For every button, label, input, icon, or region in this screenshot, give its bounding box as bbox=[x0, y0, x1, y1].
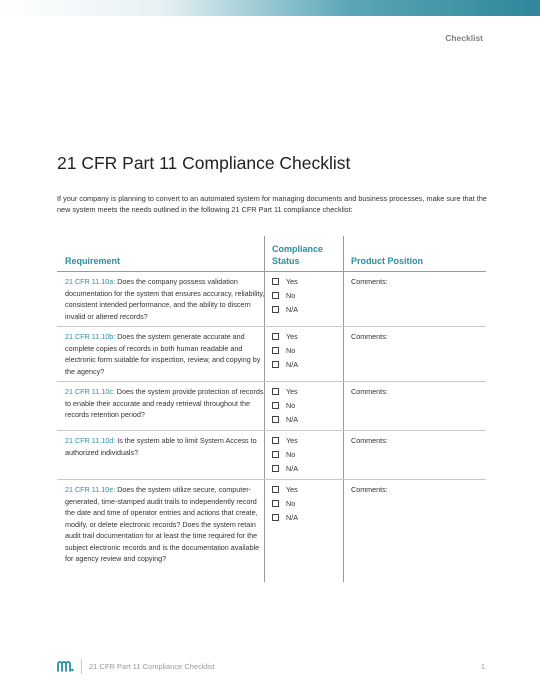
requirement-cell bbox=[65, 331, 265, 377]
requirement-ref: 21 CFR 11.10c: bbox=[65, 387, 115, 396]
column-header-compliance-status: Compliance Status bbox=[272, 244, 324, 266]
option-yes[interactable]: Yes bbox=[272, 331, 342, 345]
checkbox-icon[interactable] bbox=[272, 361, 279, 368]
compliance-status-options bbox=[272, 484, 342, 526]
checkbox-icon[interactable] bbox=[272, 388, 279, 395]
requirement-text: Is the system able to limit System Access to authorized individuals? bbox=[65, 436, 257, 457]
requirement-ref: 21 CFR 11.10d: bbox=[65, 436, 116, 445]
row-divider-3 bbox=[57, 430, 486, 431]
comments-label: Comments: bbox=[351, 485, 388, 494]
row-divider-2 bbox=[57, 381, 486, 382]
requirement-ref: 21 CFR 11.10e: bbox=[65, 485, 116, 494]
checkbox-icon[interactable] bbox=[272, 292, 279, 299]
compliance-status-options bbox=[272, 435, 342, 477]
requirement-text: Does the system utilize secure, computer-generated, time-stamped audit trails to independently record the date and time of operator entries and actions that create, modify, or delete electronic records? Does the system retain audit trail documentation for at least the time required for the subject electronic records and is the documentation available for agency review and copying? bbox=[65, 485, 260, 563]
comments-label: Comments: bbox=[351, 436, 388, 445]
option-na[interactable]: N/A bbox=[272, 463, 342, 477]
header-row-divider bbox=[57, 271, 486, 272]
page-title: 21 CFR Part 11 Compliance Checklist bbox=[57, 153, 351, 173]
requirement-cell bbox=[65, 435, 265, 458]
checkbox-icon[interactable] bbox=[272, 451, 279, 458]
row-divider-4 bbox=[57, 479, 486, 480]
option-yes[interactable]: Yes bbox=[272, 435, 342, 449]
requirement-cell bbox=[65, 276, 265, 322]
compliance-status-options bbox=[272, 276, 342, 318]
footer-divider bbox=[81, 659, 82, 674]
requirement-text: Does the system provide protection of records to enable their accurate and ready retrieval throughout the records retention period? bbox=[65, 387, 264, 419]
brand-logo-icon bbox=[57, 661, 74, 672]
checkbox-icon[interactable] bbox=[272, 306, 279, 313]
requirement-cell bbox=[65, 484, 265, 565]
compliance-status-options bbox=[272, 386, 342, 428]
checkbox-icon[interactable] bbox=[272, 465, 279, 472]
checkbox-icon[interactable] bbox=[272, 514, 279, 521]
option-no[interactable]: No bbox=[272, 498, 342, 512]
checkbox-icon[interactable] bbox=[272, 278, 279, 285]
checkbox-icon[interactable] bbox=[272, 486, 279, 493]
requirement-text: Does the company possess validation documentation for the system that ensures accuracy, reliability, consistent intended performance, and the ability to discern invalid or altered records? bbox=[65, 277, 265, 321]
option-no[interactable]: No bbox=[272, 345, 342, 359]
compliance-status-options bbox=[272, 331, 342, 373]
column-header-requirement: Requirement bbox=[65, 256, 121, 266]
option-na[interactable]: N/A bbox=[272, 304, 342, 318]
requirement-ref: 21 CFR 11.10a: bbox=[65, 277, 116, 286]
requirement-text: Does the system generate accurate and complete copies of records in both human readable and electronic form suitable for inspection, review, and copying by the agency? bbox=[65, 332, 261, 376]
checkbox-icon[interactable] bbox=[272, 500, 279, 507]
requirement-cell bbox=[65, 386, 265, 421]
requirement-ref: 21 CFR 11.10b: bbox=[65, 332, 116, 341]
column-divider-2 bbox=[343, 236, 344, 582]
column-header-product-position: Product Position bbox=[351, 256, 423, 266]
option-no[interactable]: No bbox=[272, 400, 342, 414]
option-yes[interactable]: Yes bbox=[272, 484, 342, 498]
checkbox-icon[interactable] bbox=[272, 416, 279, 423]
page-number: 1 bbox=[480, 662, 485, 671]
option-na[interactable]: N/A bbox=[272, 512, 342, 526]
checkbox-icon[interactable] bbox=[272, 402, 279, 409]
comments-label: Comments: bbox=[351, 332, 388, 341]
intro-paragraph: If your company is planning to convert to an automated system for managing documents and business processes, make sure that the new system meets the needs outlined in the following 21 CFR Part 11 compliance checklist: bbox=[57, 194, 487, 214]
option-yes[interactable]: Yes bbox=[272, 386, 342, 400]
option-yes[interactable]: Yes bbox=[272, 276, 342, 290]
option-na[interactable]: N/A bbox=[272, 414, 342, 428]
header-label: Checklist bbox=[445, 33, 483, 43]
comments-label: Comments: bbox=[351, 277, 388, 286]
checkbox-icon[interactable] bbox=[272, 347, 279, 354]
top-accent-bar bbox=[0, 0, 540, 16]
option-no[interactable]: No bbox=[272, 290, 342, 304]
checkbox-icon[interactable] bbox=[272, 333, 279, 340]
checkbox-icon[interactable] bbox=[272, 437, 279, 444]
option-no[interactable]: No bbox=[272, 449, 342, 463]
row-divider-1 bbox=[57, 326, 486, 327]
comments-label: Comments: bbox=[351, 387, 388, 396]
option-na[interactable]: N/A bbox=[272, 359, 342, 373]
footer-title: 21 CFR Part 11 Compliance Checklist bbox=[89, 662, 215, 671]
